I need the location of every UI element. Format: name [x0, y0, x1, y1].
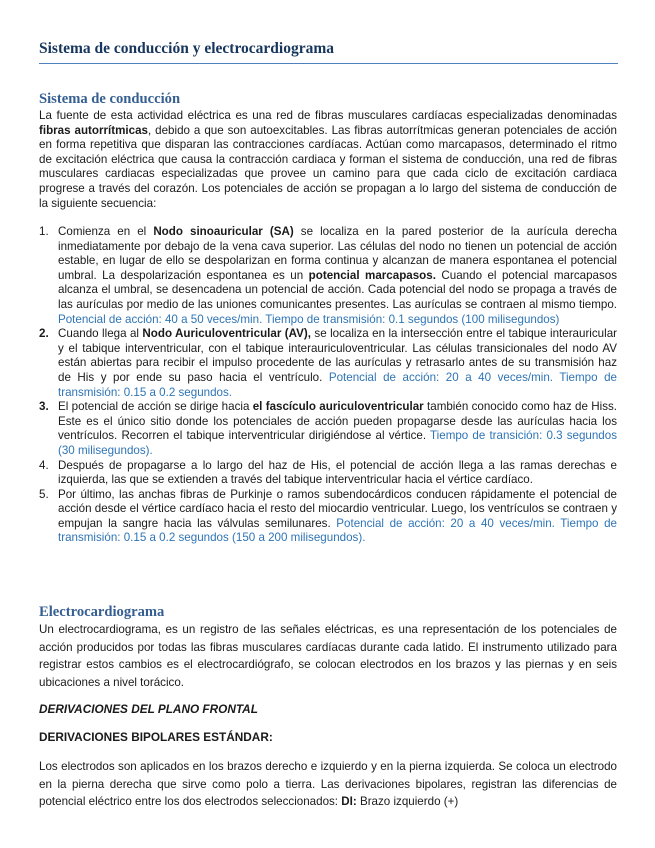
document-title: Sistema de conducción y electrocardiograma — [39, 40, 335, 57]
term-nodo-av: Nodo Auriculoventricular (AV), — [142, 327, 311, 341]
term-fasciculo-auriculoventricular: el fascículo auriculoventricular — [252, 400, 424, 414]
title-underline — [39, 63, 618, 64]
frontal-plane-heading: DERIVACIONES DEL PLANO FRONTAL — [39, 702, 258, 716]
list-item: 3. El potencial de acción se dirige hacia el fascículo auriculoventricular también conocido como haz de Hiss. Este es el único sitio donde los potenciales de acción pueden propagarse desde las aurículas hacia los ventrículos. Recorren el tabique interventricular dirigiéndose al vértice. Tiempo de transición: 0.3 segundos (30 milisegundos). — [39, 400, 618, 457]
timing-note: Potencial de acción: 20 a 40 veces/min. Tiempo de transmisión: 0.15 a 0.2 segundos. — [58, 370, 617, 399]
conduction-intro: La fuente de esta actividad eléctrica es una red de fibras musculares cardíacas especializadas denominadas fibras autorrítmicas, debido a que son autoexcitables. Las fibras autorrítmicas generan potenciales de acción en forma repetitiva que disparan las contracciones cardíacas. Actúan como marcapasos, determinado el ritmo de excitación eléctrica que causa la contracción cardiaca y forman el sistema de conducción, una red de fibras musculares cardiacas especializadas que provee un camino para que cada ciclo de excitación cardiaca progrese a través del corazón. Los potenciales de acción se propagan a lo largo del sistema de conducción de la siguiente secuencia: — [39, 109, 617, 210]
term-fibras-autorritmicas: fibras autorrítmicas — [39, 123, 148, 137]
lead-di-label: DI: — [341, 795, 357, 809]
term-nodo-sa: Nodo sinoauricular (SA) — [153, 225, 294, 238]
ecg-heading: Electrocardiograma — [39, 604, 165, 620]
list-item: 1. Comienza en el Nodo sinoauricular (SA) se localiza en la pared posterior de la aurícula derecha inmediatamente por debajo de la vena cava superior. Las células del nodo no tienen un potencial de acción estable, en lugar de ello se despolarizan en forma continua y alcanzan de manera espontanea el potencial umbral. La despolarización espontanea es un potencial marcapasos. Cuando el potencial marcapasos alcanza el umbral, se desencadena un potencial de acción. Cada potencial del nodo se propaga a través de las aurículas por medio de las uniones comunicantes presentes. Las aurículas se contraen al mismo tiempo. Potencial de acción: 40 a 50 veces/min. Tiempo de transmisión: 0.1 segundos (100 milisegundos) — [39, 225, 618, 326]
ecg-intro: Un electrocardiograma, es un registro de las señales eléctricas, es una representación de los potenciales de acción producidos por todas las fibras musculares cardíacas durante cada latido. El instrumento utilizado para registrar estos cambios es el electrocardiógrafo, se colocan electrodos en los brazos y las piernas y en seis ubicaciones a nivel torácico. — [39, 623, 617, 689]
term-potencial-marcapasos: potencial marcapasos. — [308, 268, 436, 282]
bipolar-leads-text: Los electrodos son aplicados en los brazos derecho e izquierdo y en la pierna izquierda. Se coloca un electrodo en la pierna derecha que sirve como polo a tierra. Las derivaciones bipolares, registran las diferencias de potencial eléctrico entre los dos electrodos seleccionados: DI: Brazo izquierdo (+) — [39, 760, 617, 809]
timing-note: Potencial de acción: 20 a 40 veces/min. Tiempo de transmisión: 0.15 a 0.2 segundos (150 a 200 milisegundos). — [58, 516, 617, 545]
list-item: 5. Por último, las anchas fibras de Purkinje o ramos subendocárdicos conducen rápidamente el potencial de acción desde el vértice cardíaco hacia el resto del miocardio ventricular. Luego, los ventrículos se contraen y empujan la sangre hacia las válvulas semilunares. Potencial de acción: 20 a 40 veces/min. Tiempo de transmisión: 0.15 a 0.2 segundos (150 a 200 milisegundos). — [39, 487, 617, 545]
timing-note: Tiempo de transición: 0.3 segundos (30 milisegundos). — [58, 429, 618, 457]
conduction-sequence-list — [39, 225, 617, 546]
list-item: 2. Cuando llega al Nodo Auriculoventricular (AV), se localiza en la intersección entre el tabique interauricular y el tabique interventricular, con el tabique interauriculoventricular. Las células transicionales del nodo AV están abiertas para recibir el impulso procedente de las aurículas y retrasarlo antes de su transmisión haz de His y por ende su paso hacia el ventrículo. Potencial de acción: 20 a 40 veces/min. Tiempo de transmisión: 0.15 a 0.2 segundos. — [39, 327, 618, 399]
timing-note: Potencial de acción: 40 a 50 veces/min. Tiempo de transmisión: 0.1 segundos (100 milisegundos) — [58, 312, 560, 326]
conduction-heading: Sistema de conducción — [39, 91, 181, 107]
bipolar-leads-heading: DERIVACIONES BIPOLARES ESTÁNDAR: — [39, 730, 273, 744]
list-item: 4. Después de propagarse a lo largo del haz de His, el potencial de acción llega a las ramas derechas e izquierda, las que se extienden a través del tabique interventricular hacia el vértice cardíaco. — [39, 458, 617, 487]
